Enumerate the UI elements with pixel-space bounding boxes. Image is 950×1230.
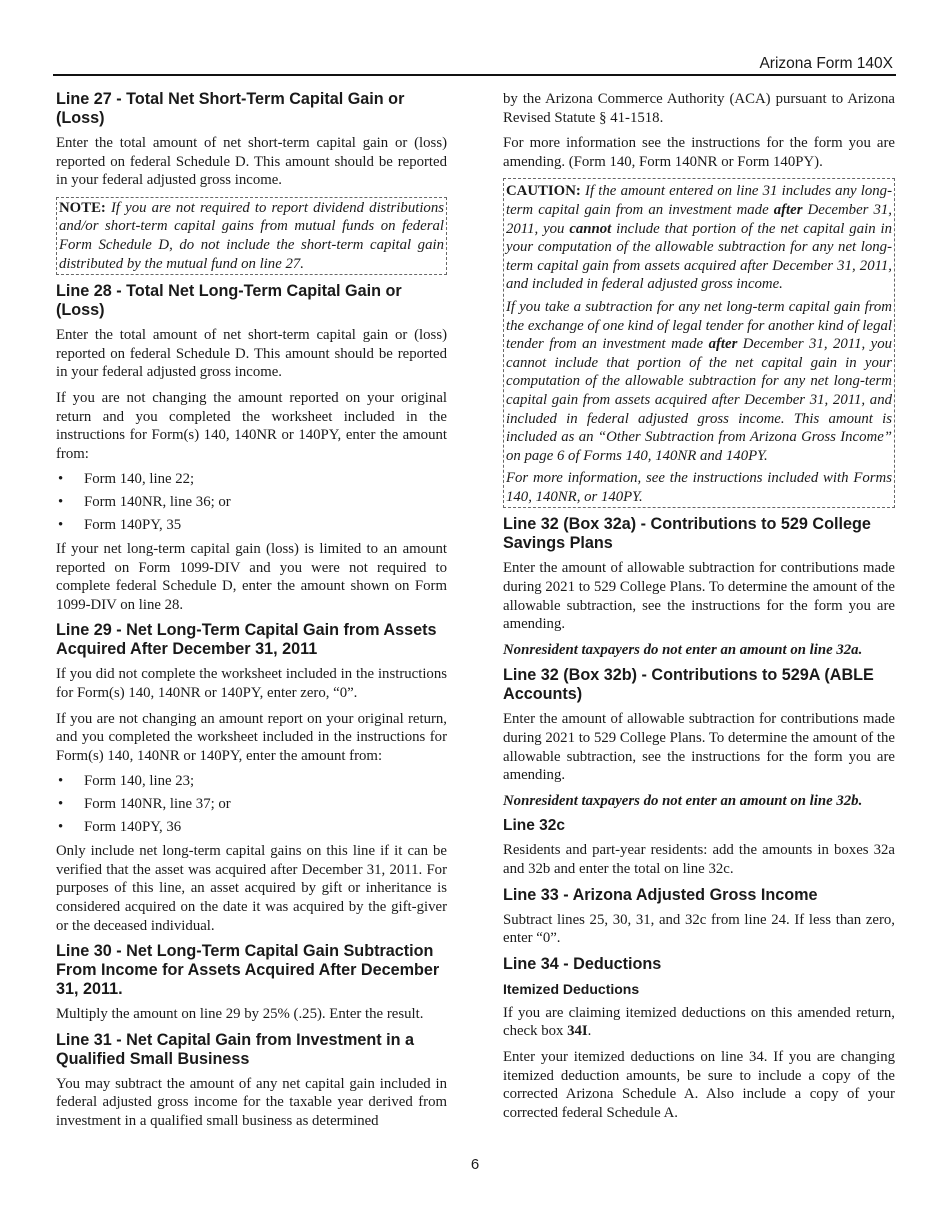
list-item: • Form 140, line 22; xyxy=(58,471,195,488)
note-text xyxy=(59,199,444,273)
caution-label: CAUTION: xyxy=(506,183,581,200)
page-number: 6 xyxy=(470,1156,480,1173)
line-32c-text: Residents and part-year residents: add the amounts in boxes 32a and 32b and enter the total on line 32c. xyxy=(503,842,895,877)
line-28-text-1: Enter the total amount of net short-term capital gain or (loss) reported on federal Schedule D. This amount should be reported in your federal adjusted gross income. xyxy=(56,327,447,381)
line-29-heading: Line 29 - Net Long-Term Capital Gain from Assets Acquired After December 31, 2011 xyxy=(56,621,437,659)
line-29-list xyxy=(56,772,447,836)
line-30-heading: Line 30 - Net Long-Term Capital Gain Subtraction From Income for Assets Acquired After December 31, 2011. xyxy=(56,942,440,999)
line-28-heading: Line 28 - Total Net Long-Term Capital Gain or (Loss) xyxy=(56,282,402,320)
line-32a-text: Enter the amount of allowable subtraction for contributions made during 2021 to 529 College Plans. To determine the amount of the allowable subtraction, see the instructions for the form you are amending. xyxy=(503,560,895,633)
more-info-text: For more information see the instructions for the form you are amending. (Form 140, Form 140NR or Form 140PY). xyxy=(503,135,895,170)
box-34i: 34I xyxy=(567,1023,588,1040)
note-label: NOTE: xyxy=(59,199,106,216)
line-29-text-3: Only include net long-term capital gains on this line if it can be verified that the asset was acquired after December 31, 2011. For purposes of this line, an asset acquired by gift or inheritance is considered acquired on the date it was acquired by the gift-giver or the deceased individual. xyxy=(56,843,447,934)
header-rule xyxy=(53,74,896,76)
line-29-text-1: If you did not complete the worksheet included in the instructions for Form(s) 140, 140NR or 140PY, enter zero, “0”. xyxy=(56,666,447,702)
line-32b-text: Enter the amount of allowable subtraction for contributions made during 2021 to 529 College Plans. To determine the amount of the allowable subtraction, see the instructions for the form you are amending. xyxy=(503,711,895,784)
line-27-text: Enter the total amount of net short-term capital gain or (loss) reported on federal Schedule D. This amount should be reported in your federal adjusted gross income. xyxy=(56,135,447,189)
line-32b-heading: Line 32 (Box 32b) - Contributions to 529A (ABLE Accounts) xyxy=(503,666,874,704)
caution-para-2: If you take a subtraction for any net long-term capital gain from the exchange of one kind of legal tender for another kind of legal tender from an investment made after December 31, 2011, you cannot include that portion of the net capital gain in your computation of the allowable subtraction for any net long-term capital gain from assets acquired after December 31, 2011, and included in federal adjusted gross income. This amount is included as an “Other Subtraction from Arizona Gross Income” on page 6 of Forms 140, 140NR and 140PY. xyxy=(506,298,892,464)
line-32b-note: Nonresident taxpayers do not enter an amount on line 32b. xyxy=(503,792,863,809)
line-33-text: Subtract lines 25, 30, 31, and 32c from line 24. If less than zero, enter “0”. xyxy=(503,911,895,947)
line-28-text-2: If you are not changing the amount reported on your original return and you completed the worksheet included in the instructions for Form(s) 140, 140NR or 140PY, enter the amount from: xyxy=(56,389,447,462)
line-34-text-2: Enter your itemized deductions on line 34. If you are changing itemized deduction amounts, be sure to include a copy of the corrected Arizona Schedule A. Also include a copy of your corrected federal Schedule A. xyxy=(503,1048,895,1121)
line-31-text: You may subtract the amount of any net capital gain included in federal adjusted gross income for the taxable year derived from investment in a qualified small business as determined xyxy=(56,1075,447,1129)
line-28-list xyxy=(56,470,447,534)
caution-para-3: For more information, see the instructions included with Forms 140, 140NR, or 140PY. xyxy=(506,470,892,505)
line-34-heading: Line 34 - Deductions xyxy=(503,954,662,973)
line-32c-heading: Line 32c xyxy=(503,817,566,835)
line-33-heading: Line 33 - Arizona Adjusted Gross Income xyxy=(503,885,818,904)
form-title: Arizona Form 140X xyxy=(759,55,893,72)
list-item: • Form 140PY, 35 xyxy=(58,516,182,533)
note-box xyxy=(56,197,447,275)
line-34-text-1: If you are claiming itemized deductions on this amended return, check box 34I. xyxy=(503,1004,895,1040)
caution-para-1: CAUTION: If the amount entered on line 31 includes any long-term capital gain from an investment made after December 31, 2011, you cannot include that portion of the net capital gain in your computation of the allowable subtraction for any net long-term capital gain from assets acquired after December 31, 2011, and included in federal adjusted gross income. xyxy=(506,183,892,293)
itemized-deductions-subheading: Itemized Deductions xyxy=(503,980,640,997)
note-body: If you are not required to report dividend distributions and/or short-term capital gains from mutual funds on federal Form Schedule D, do not include the short-term capital gain distributed by the mutual fund on line 27. xyxy=(59,199,444,272)
caution-box xyxy=(503,178,895,508)
line-27-heading: Line 27 - Total Net Short-Term Capital Gain or (Loss) xyxy=(56,90,405,127)
line-31-continued: by the Arizona Commerce Authority (ACA) pursuant to Arizona Revised Statute § 41-1518. xyxy=(503,91,895,126)
left-column xyxy=(56,90,447,1138)
right-column xyxy=(503,90,895,1129)
list-item: • Form 140NR, line 37; or xyxy=(58,796,231,813)
line-32a-note: Nonresident taxpayers do not enter an amount on line 32a. xyxy=(503,641,863,658)
line-30-text: Multiply the amount on line 29 by 25% (.25). Enter the result. xyxy=(56,1006,424,1023)
line-31-heading: Line 31 - Net Capital Gain from Investment in a Qualified Small Business xyxy=(56,1030,414,1068)
list-item: • Form 140, line 23; xyxy=(58,773,195,790)
list-item: • Form 140PY, 36 xyxy=(58,818,182,835)
line-29-text-2: If you are not changing an amount report on your original return, and you completed the worksheet included in the instructions for Form(s) 140, 140NR or 140PY, enter the amount from: xyxy=(56,710,447,764)
line-32a-heading: Line 32 (Box 32a) - Contributions to 529 College Savings Plans xyxy=(503,515,871,553)
line-28-text-3: If your net long-term capital gain (loss) is limited to an amount reported on Form 1099-DIV and you were not required to complete federal Schedule D, enter the amount shown on Form 1099-DIV on line 28. xyxy=(56,541,447,613)
list-item: • Form 140NR, line 36; or xyxy=(58,493,231,510)
